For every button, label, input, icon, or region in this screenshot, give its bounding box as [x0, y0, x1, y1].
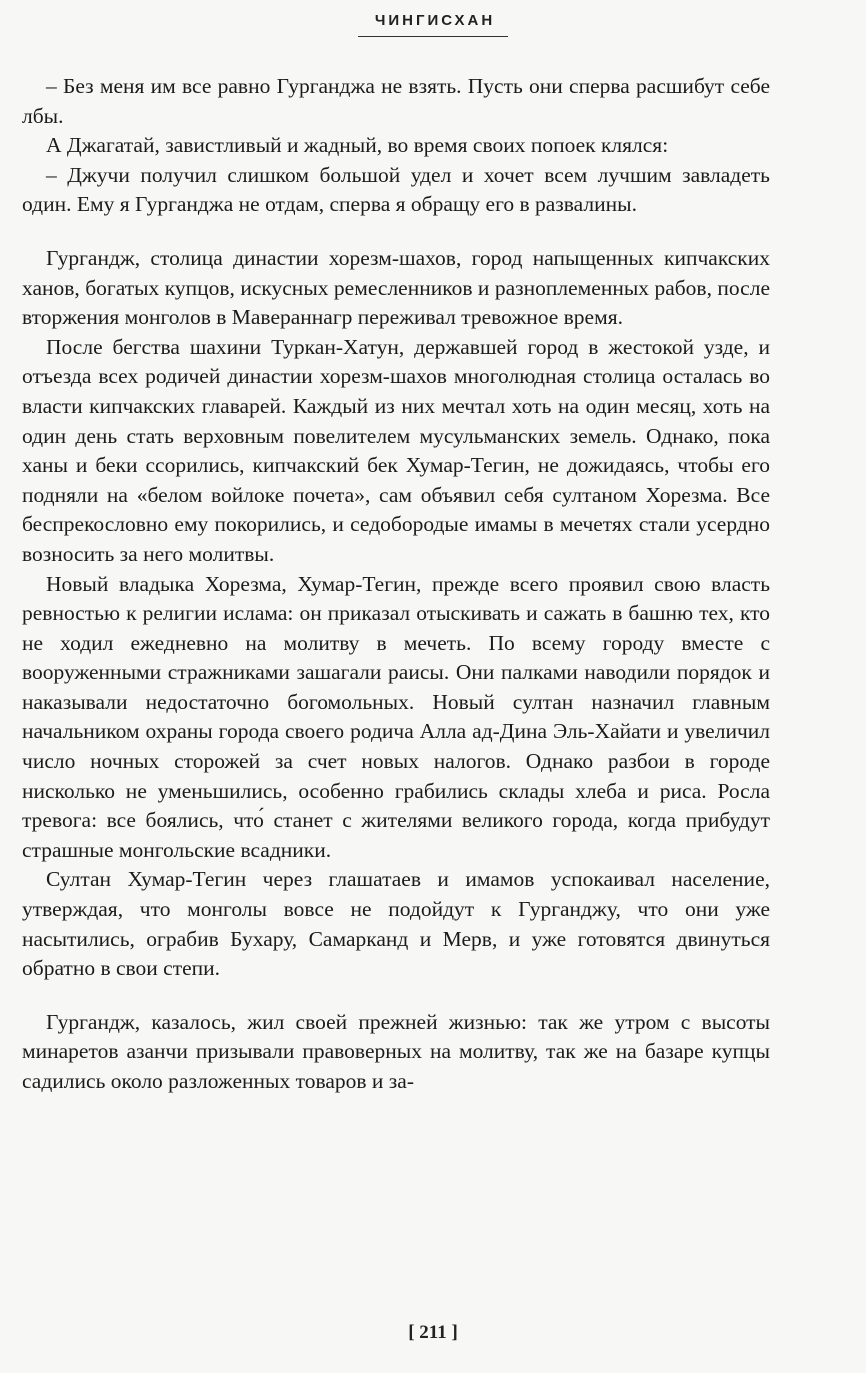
paragraph-sultan-reassures: Султан Хумар-Тегин через глашатаев и имамов успокаивал население, утверждая, что монголы вовсе не подойдут к Гурганджу, что они уже насытились, ограбив Бухару, Самарканд и Мерв, и уже готовятся двинуться обратно в свои степи.	[22, 867, 770, 981]
header-rule	[358, 36, 508, 37]
page-number: [ 211 ]	[408, 1322, 458, 1343]
paragraph-new-ruler: Новый владыка Хорезма, Хумар-Тегин, прежде всего проявил свою власть ревностью к религии ислама: он приказал отыскивать и сажать в башню тех, кто не ходил ежедневно на молитву в мечеть. По всему городу вместе с вооруженными стражниками зашагали раисы. Они палками наводили порядок и наказывали недостаточно богомольных. Новый султан назначил главным начальником охраны города своего родича Алла ад-Дина Эль-Хайати и увеличил число ночных сторожей за счет новых налогов. Однако разбои в городе нисколько не уменьшились, особенно грабились склады хлеба и риса. Росла тревога: все боялись, что́ станет с жителями великого города, когда прибудут страшные монгольские всадники.	[22, 571, 770, 862]
paragraph-narration-1: А Джагатай, завистливый и жадный, во время своих попоек клялся:	[46, 133, 669, 158]
running-header	[0, 12, 866, 37]
paragraph-after-flight: После бегства шахини Туркан-Хатун, державшей город в жестокой узде, и отъезда всех родичей династии хорезм-шахов многолюдная столица осталась во власти кипчакских главарей. Каждый из них мечтал хоть на один месяц, хоть на один день стать верховным повелителем мусульманских земель. Однако, пока ханы и беки ссорились, кипчакский бек Хумар-Тегин, не дожидаясь, чтобы его подняли на «белом войлоке почета», сам объявил себя султаном Хорезма. Все беспрекословно ему покорились, и седобородые имамы в мечетях стали усердно возносить за него молитвы.	[22, 334, 770, 566]
paragraph-dialogue-2: – Джучи получил слишком большой удел и хочет всем лучшим завладеть один. Ему я Гурганджа не отдам, сперва я обращу его в развалины.	[22, 162, 770, 217]
paragraph-gurganj-intro: Гургандж, столица династии хорезм-шахов, город напыщенных кипчакских ханов, богатых купцов, искусных ремесленников и разноплеменных рабов, после вторжения монголов в Мавераннагр переживал тревожное время.	[22, 245, 770, 330]
paragraph-dialogue-1: – Без меня им все равно Гурганджа не взять. Пусть они сперва расшибут себе лбы.	[22, 74, 770, 128]
running-title: ЧИНГИСХАН	[374, 12, 496, 29]
paragraph-gurganj-life: Гургандж, казалось, жил своей прежней жизнью: так же утром с высоты минаретов азанчи призывали правоверных на молитву, так же на базаре купцы садились около разложенных товаров и за-	[22, 1009, 770, 1093]
body-text	[22, 72, 770, 1097]
